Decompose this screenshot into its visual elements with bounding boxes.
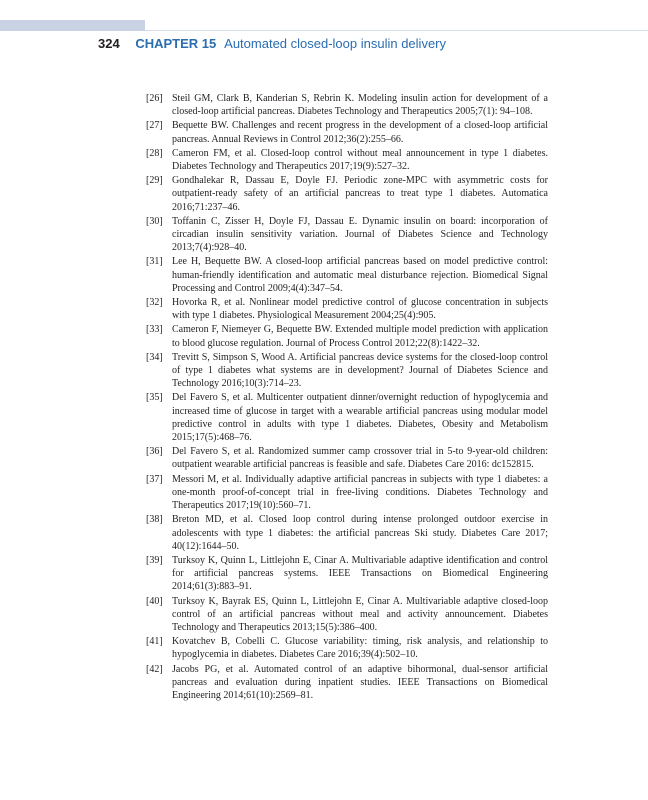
reference-item <box>146 92 548 118</box>
reference-number: [42] <box>146 663 163 675</box>
reference-number: [26] <box>146 93 163 104</box>
reference-number: [34] <box>146 351 163 363</box>
reference-text: Hovorka R, et al. Nonlinear model predictive control of glucose concentration in subjects with type 1 diabetes. Physiological Measurement 2004;25(4):905. <box>172 297 548 322</box>
reference-item <box>146 513 548 553</box>
reference-number: [37] <box>146 473 163 485</box>
reference-text: Turksoy K, Bayrak ES, Quinn L, Littlejohn E, Cinar A. Multivariable adaptive closed-loop control of an artificial pancreas without meal and activity announcement. Diabetes Technology and Therapeutics 2013;15(5):386–400. <box>172 595 548 633</box>
reference-item <box>146 663 548 703</box>
reference-item <box>146 296 548 322</box>
reference-text: Cameron FM, et al. Closed-loop control without meal announcement in type 1 diabetes. Diabetes Technology and Therapeutics 2017;19(9):527–32. <box>172 147 548 173</box>
reference-text: Del Favero S, et al. Randomized summer camp crossover trial in 5-to 9-year-old children: outpatient wearable artificial pancreas is feasible and safe. Diabetes Care 2016: dc152815. <box>172 446 548 471</box>
chapter-label: CHAPTER 15 <box>135 36 217 51</box>
reference-item <box>146 635 548 661</box>
reference-text: Lee H, Bequette BW. A closed-loop artificial pancreas based on model predictive control: human-friendly identification and automatic meal disturbance rejection. Biomedical Signal Processing and Control 2009;4(4):347–54. <box>172 256 548 294</box>
reference-text: Breton MD, et al. Closed loop control during intense prolonged outdoor exercise in adolescents with type 1 diabetes: the artificial pancreas Ski study. Diabetes Care 2017; 40(12):1644–50. <box>172 514 548 552</box>
reference-item <box>146 473 548 513</box>
reference-number: [38] <box>146 514 163 526</box>
reference-text: Steil GM, Clark B, Kanderian S, Rebrin K. Modeling insulin action for development of a closed-loop artificial pancreas. Diabetes Technology and Therapeutics 2005;7(1): 94–108. <box>172 93 548 118</box>
reference-item <box>146 554 548 594</box>
reference-text: Gondhalekar R, Dassau E, Doyle FJ. Periodic zone-MPC with asymmetric costs for outpatient-ready safety of an artificial pancreas to treat type 1 diabetes. Automatica 2016;71:237–46. <box>172 175 548 213</box>
reference-item <box>146 445 548 471</box>
reference-item <box>146 323 548 349</box>
reference-number: [27] <box>146 120 163 132</box>
reference-text: Turksoy K, Quinn L, Littlejohn E, Cinar A. Multivariable adaptive identification and control for artificial pancreas systems. IEEE Transactions on Biomedical Engineering 2014;61(3):883–91. <box>172 554 548 593</box>
running-header <box>98 36 446 52</box>
reference-number: [41] <box>146 636 163 648</box>
reference-item <box>146 351 548 391</box>
reference-number: [35] <box>146 392 163 404</box>
page-number: 324 <box>98 36 120 51</box>
reference-text: Kovatchev B, Cobelli C. Glucose variability: timing, risk analysis, and relationship to hypoglycemia in diabetes. Diabetes Care 2016;39(4):502–10. <box>172 636 548 661</box>
reference-text: Toffanin C, Zisser H, Doyle FJ, Dassau E. Dynamic insulin on board: incorporation of circadian insulin sensitivity variation. Journal of Diabetes Science and Technology 2013;7(4):928–40. <box>172 215 548 254</box>
reference-text: Jacobs PG, et al. Automated control of an adaptive bihormonal, dual-sensor artificial pancreas and evaluation during inpatient studies. IEEE Transactions on Biomedical Engineering 2014;61(10):2569–81. <box>172 663 548 701</box>
reference-text: Trevitt S, Simpson S, Wood A. Artificial pancreas device systems for the closed-loop control of type 1 diabetes what systems are in development? Journal of Diabetes Science and Technology 2016;10(3):714–23. <box>172 351 548 390</box>
reference-item <box>146 595 548 635</box>
reference-text: Messori M, et al. Individually adaptive artificial pancreas in subjects with type 1 diabetes: a one-month proof-of-concept trial in free-living conditions. Diabetes Technology and Therapeutics 2017;19(10):560–71. <box>172 473 548 512</box>
reference-item <box>146 391 548 444</box>
reference-number: [40] <box>146 595 163 607</box>
reference-text: Bequette BW. Challenges and recent progress in the development of a closed-loop artificial pancreas. Annual Reviews in Control 2012;36(2):255–66. <box>172 120 548 145</box>
reference-number: [33] <box>146 324 163 336</box>
reference-number: [32] <box>146 297 163 309</box>
reference-number: [29] <box>146 175 163 187</box>
chapter-title: Automated closed-loop insulin delivery <box>224 36 447 51</box>
reference-number: [36] <box>146 446 163 458</box>
reference-item <box>146 147 548 173</box>
reference-number: [28] <box>146 147 163 159</box>
reference-item <box>146 119 548 145</box>
header-rule <box>145 30 648 31</box>
reference-text: Del Favero S, et al. Multicenter outpatient dinner/overnight reduction of hypoglycemia and increased time of glucose in target with a wearable artificial pancreas using modular model predictive control in adults with type 1 diabetes. Diabetes, Obesity and Metabolism 2015;17(5):468–76. <box>172 392 548 444</box>
reference-item <box>146 174 548 214</box>
reference-number: [39] <box>146 554 163 566</box>
reference-number: [30] <box>146 215 163 227</box>
header-accent-bar <box>0 20 145 31</box>
reference-number: [31] <box>146 256 163 268</box>
reference-item <box>146 255 548 295</box>
reference-text: Cameron F, Niemeyer G, Bequette BW. Extended multiple model prediction with application to blood glucose regulation. Journal of Process Control 2012;22(8):1422–32. <box>172 324 548 349</box>
reference-list <box>146 92 548 703</box>
reference-item <box>146 215 548 255</box>
